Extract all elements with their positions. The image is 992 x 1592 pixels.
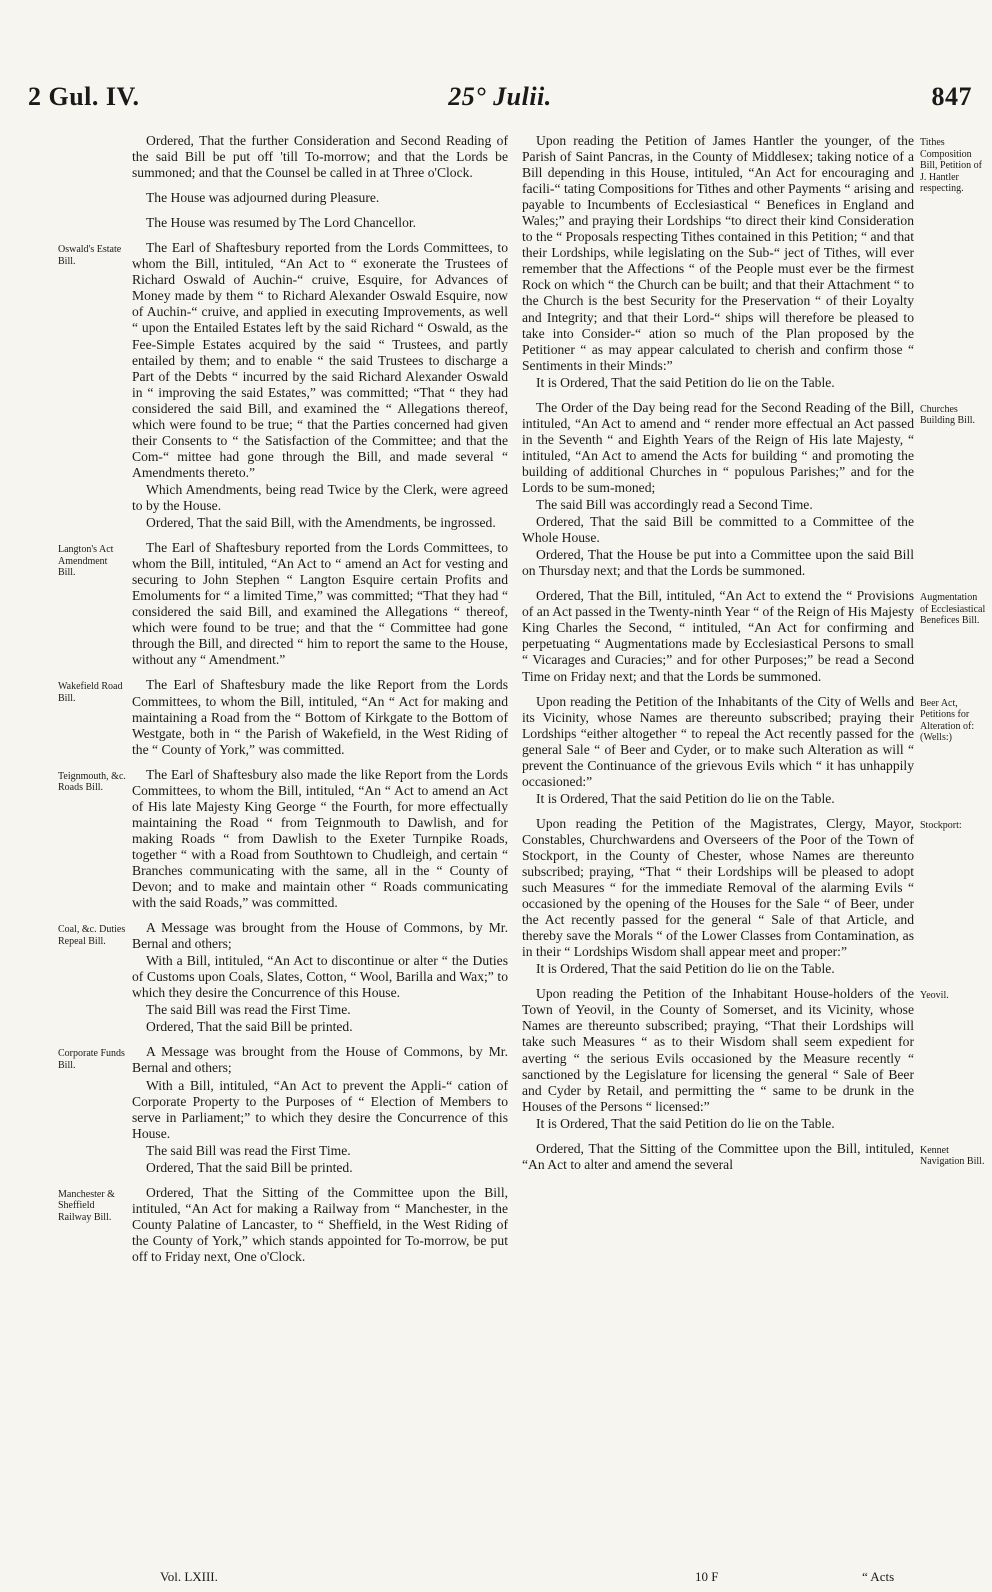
paragraph: Ordered, That the said Bill be printed. <box>146 1159 353 1175</box>
paragraph: Upon reading the Petition of the Inhabitant House-holders of the Town of Yeovil, in the County of Somerset, and its Vicinity, whose Names are thereunto subscribed; praying, “That their Lordships will take such Measures “ as to their Wisdom shall seem expedient for averting “ the serious Evils occasioned by the Measure recently “ sanctioned by the Legislature for licensing the general “ Sale of Beer and Cyder by Retail, and permitting the “ same to be drunk in the Houses of the Persons “ licensed:” <box>522 986 914 1114</box>
paragraph: Ordered, That the said Bill, with the Amendments, be ingrossed. <box>146 515 496 531</box>
paragraph: Which Amendments, being read Twice by the Clerk, were agreed to by the House. <box>132 481 508 513</box>
margin-note: Wakefield Road Bill. <box>58 681 123 704</box>
entry-block <box>522 815 962 977</box>
signature-mark: 10 F <box>695 1569 719 1584</box>
entry-block <box>522 588 986 684</box>
paragraph: The Order of the Day being read for the Second Reading of the Bill, intituled, “An Act to amend and “ render more effectual an Act passed in the Seventh “ and Eighth Years of the Reign of His late Majesty, “ intituled, “An Act to amend the Acts for building “ and promoting the building of additional Churches in “ populous Parishes;” and for the Lords to be sum-moned; <box>522 399 914 495</box>
paragraph: It is Ordered, That the said Petition do lie on the Table. <box>536 790 835 806</box>
entry-block <box>58 240 508 531</box>
margin-note: Augmentation of Ecclesiastical Benefices Bill. <box>920 592 986 627</box>
entry-block <box>58 766 508 911</box>
entry-block <box>522 693 975 807</box>
paragraph: The House was resumed by The Lord Chancellor. <box>146 215 417 231</box>
paragraph: With a Bill, intituled, “An Act to discontinue or alter “ the Duties of Customs upon Coals, Slates, Cotton, “ Wool, Barilla and Wax;” to which they desire the Concurrence of this House. <box>132 953 508 1001</box>
margin-note: Churches Building Bill. <box>920 403 976 427</box>
page-number: 847 <box>931 82 972 111</box>
paragraph: Ordered, That the said Bill be committed to a Committee of the Whole House. <box>522 514 914 546</box>
paragraph: Upon reading the Petition of the Magistrates, Clergy, Mayor, Constables, Churchwardens and Overseers of the Poor of the Town of Stockport, in the County of Chester, whose Names are thereunto subscribed; praying, “That “ their Lordships will be pleased to adopt such Measures “ for the immediate Removal of the alarming Evils “ occasioned by the opening of the Houses for the Sale “ of Beer, under the Act recently passed for the general “ Sale of that Article, and thereby save the Morals “ of the Lower Classes from Contamination, as in their “ Lordships Wisdom shall appear meet and proper:” <box>522 815 914 960</box>
paragraph: It is Ordered, That the said Petition do lie on the Table. <box>536 1115 835 1131</box>
paragraph: Ordered, That the Sitting of the Committee upon the Bill, intituled, “An Act to alter and amend the several <box>522 1140 914 1172</box>
catchword: “ Acts <box>862 1569 895 1584</box>
paragraph: It is Ordered, That the said Petition do lie on the Table. <box>536 374 835 390</box>
paragraph: The said Bill was accordingly read a Second Time. <box>536 497 813 513</box>
margin-note: Stockport: <box>920 819 962 831</box>
paragraph: Upon reading the Petition of James Hantler the younger, of the Parish of Saint Pancras, in the County of Middlesex; taking notice of a Bill depending in this House, intituled, “An Act for encouraging and facili-“ tating Compositions for Tithes and other Payments “ arising and payable to Incumbents of Ecclesiastical “ Benefices in England and Wales;” and praying their Lordships “to direct their kind Consideration to the “ Proposals respecting Tithes contained in this Petition; “ and that their Lordships, while legislating on the Sub-“ ject of Tithes, will ever remember that the Affections “ of the People must ever be the firmest Rock on which “ the Church can be built; and that their Attachment “ to the Church is the best Security for the Preservation “ of their Loyalty and Integrity; and that their Lord-“ ships will therefore be pleased to take into Consider-“ ation so much of the Plan proposed by the Petitioner “ as may appear calculated to cherish and confirm those “ Sentiments in their Minds:” <box>522 133 914 373</box>
margin-note: Kennet Navigation Bill. <box>920 1144 985 1168</box>
entry-block <box>58 1044 508 1175</box>
paragraph: The House was adjourned during Pleasure. <box>146 190 380 206</box>
paragraph: The Earl of Shaftesbury reported from the Lords Committees, to whom the Bill, intituled, “An Act to “ exonerate the Trustees of Richard Oswald of Auchin-“ cruive, Esquire, for Advances of Money made by them “ to Richard Alexander Oswald Esquire, now of Auchin-“ cruive, and applied in executing Improvements, as well “ upon the Entailed Estates left by the said Richard “ Oswald, as the Fee-Simple Estates acquired by the said “ Trustees, and partly entailed by them; and to enable “ the said Trustees to discharge a Part of the Debts “ incurred by the said Richard Alexander Oswald in “ improving the said Estates,” was committed; “That “ they had considered the said Bill, and examined the “ Allegations thereof, which were found to be true; “ that the Parties concerned had given their Consents to “ the Satisfaction of the Committee; and that the Com-“ mittee had gone through the Bill, and made several “ Amendments thereto.” <box>132 240 508 480</box>
paragraph: It is Ordered, That the said Petition do lie on the Table. <box>536 961 835 977</box>
entry-block <box>522 1140 985 1173</box>
paragraph: With a Bill, intituled, “An Act to prevent the Appli-“ cation of Corporate Property to the Purposes of “ Election of Members to serve in Parliament;” to which they desire the Concurrence of this House. <box>132 1077 508 1141</box>
entry-block <box>58 540 508 668</box>
paragraph: Upon reading the Petition of the Inhabitants of the City of Wells and its Vicinity, whose Names are thereunto subscribed; praying their Lordships “either altogether “ to repeal the Act recently passed for the general Sale “ of Beer and Cyder, or to make such Alteration as will “ prevent the Continuance of the grievous Evils which “ it has unhappily occasioned:” <box>522 693 914 789</box>
left-column <box>58 133 508 1274</box>
entry-block <box>132 133 508 181</box>
paragraph: The Earl of Shaftesbury made the like Report from the Lords Committees, to whom the Bill, intituled, “An “ Act for making and maintaining a Road from the “ Bottom of Kirkgate to the Bottom of Westgate, both in “ the Parish of Wakefield, in the West Riding of the “ County of York,” was committed. <box>132 677 508 757</box>
margin-note: Manchester & Sheffield Railway Bill. <box>58 1188 115 1223</box>
entry-block <box>522 986 949 1131</box>
margin-note: Tithes Composition Bill, Petition of J. Hantler respecting. <box>920 137 982 194</box>
entry-block <box>132 215 508 231</box>
paragraph: Ordered, That the House be put into a Committee upon the said Bill on Thursday next; and that the Lords be summoned. <box>522 547 914 579</box>
volume-label: Vol. LXIII. <box>160 1569 218 1584</box>
margin-note: Beer Act, Petitions for Alteration of: (Wells:) <box>920 697 975 744</box>
paragraph: The said Bill was read the First Time. <box>146 1002 351 1018</box>
margin-note: Coal, &c. Duties Repeal Bill. <box>58 924 126 947</box>
entry-block <box>58 677 508 757</box>
right-column <box>522 133 986 1182</box>
margin-note: Oswald's Estate Bill. <box>58 244 122 267</box>
entry-block <box>58 920 508 1035</box>
paragraph: The Earl of Shaftesbury also made the like Report from the Lords Committees, to whom the Bill, intituled, “An “ Act to amend an Act of His late Majesty King George “ the Fourth, for more effectually maintaining the Road “ from Teignmouth to Dawlish, and for making Roads “ from Dawlish to the Exeter Turnpike Roads, together “ with a Road from Southtown to Chudleigh, and certain “ Branches communicating with the same, all in the “ County of Devon; and to make and maintain other “ Roads communicating with the said Roads,” was committed. <box>132 766 508 911</box>
paragraph: Ordered, That the Bill, intituled, “An Act to extend the “ Provisions of an Act passed in the Twenty-ninth Year “ of the Reign of His Majesty King Charles the Second, “ intituled, “An Act for confirming and perpetuating “ Augmentations made by Ecclesiastical Persons to small “ Vicarages and Curacies;” and for other Purposes;” be read a Second Time on Friday next; and that the Lords be summoned. <box>522 588 914 684</box>
margin-note: Teignmouth, &c. Roads Bill. <box>58 770 126 794</box>
paragraph: A Message was brought from the House of Commons, by Mr. Bernal and others; <box>132 1044 508 1076</box>
paragraph: The said Bill was read the First Time. <box>146 1142 351 1158</box>
margin-note: Corporate Funds Bill. <box>58 1048 125 1071</box>
paragraph: Ordered, That the said Bill be printed. <box>146 1019 353 1035</box>
paragraph: Ordered, That the further Consideration and Second Reading of the said Bill be put off 'till To-morrow; and that the Lords be summoned; and that the Counsel be called in at Three o'Clock. <box>132 133 508 181</box>
session-label: 2 Gul. IV. <box>28 82 140 111</box>
entry-block <box>522 133 982 391</box>
entry-block <box>58 1184 508 1265</box>
date-label: 25° Julii. <box>448 82 552 111</box>
margin-note: Yeovil. <box>920 990 949 1002</box>
entry-block <box>132 190 508 206</box>
page-header <box>28 82 972 118</box>
paragraph: A Message was brought from the House of Commons, by Mr. Bernal and others; <box>132 920 508 952</box>
margin-note: Langton's Act Amendment Bill. <box>58 544 114 579</box>
paragraph: Ordered, That the Sitting of the Committee upon the Bill, intituled, “An Act for making a Railway from “ Manchester, in the County Palatine of Lancaster, to “ Sheffield, in the West Riding of the County of York,” which stands appointed for To-morrow, be put off to Friday next, One o'Clock. <box>132 1184 508 1264</box>
paragraph: The Earl of Shaftesbury reported from the Lords Committees, to whom the Bill, intituled, “An Act to “ amend an Act for vesting and securing to John Stephen “ Langton Esquire certain Profits and Emoluments for “ a limited Time,” was committed; “That they had “ considered the said Bill, and examined the Allegations “ thereof, which were found to be true; and that the “ Committee had gone through the Bill, and directed “ him to report the same to the House, without any “ Amendment.” <box>132 540 508 668</box>
entry-block <box>522 399 976 580</box>
